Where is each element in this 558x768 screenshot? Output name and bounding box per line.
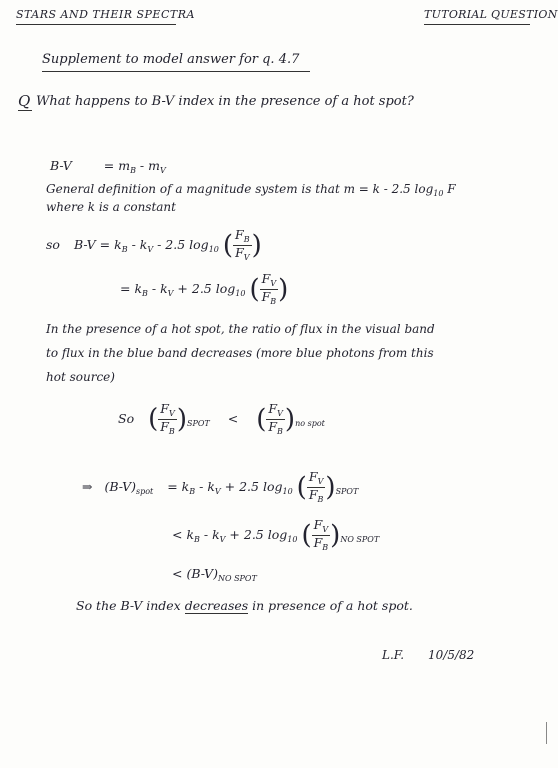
paragraph-line2: to flux in the blue band decreases (more blue photons from this — [46, 346, 434, 360]
signature: L.F. — [382, 648, 405, 662]
title-underline — [42, 71, 310, 72]
equation-1: so $B-V = k_B - k_V - 2.5$ $\log_{10}$ ( $\frac{F_B}{F_V}$ ) — [46, 227, 262, 262]
bv-definition: $B-V = m_B - m_V$ — [50, 158, 166, 175]
equation-2: = $k_B - k_V + 2.5$ $\log_{10}$ ( $\frac{F_V}{F_B}$ ) — [120, 271, 289, 306]
question-marker-underline — [18, 110, 32, 111]
equation-5: < $(B-V)_{NO SPOT}$ — [172, 566, 257, 583]
conclusion-decreases: decreases — [184, 598, 249, 613]
page-title: Supplement to model answer for q. 4.7 — [42, 52, 300, 67]
equation-4: < $k_B - k_V + 2.5$ $\log_{10}$ ( $\frac{F_V}{F_B}$ )$_{NO SPOT}$ — [172, 517, 380, 552]
question-text: What happens to B-V index in the presence of a hot spot? — [36, 94, 414, 109]
scan-edge-mark — [546, 722, 550, 744]
paragraph-line1: In the presence of a hot spot, the ratio of flux in the visual band — [46, 322, 435, 336]
general-definition-line2: where k is a constant — [46, 200, 176, 214]
equation-3: ⇒ $(B-V)_{spot} = k_B - k_V + 2.5$ $\log_{10}$ ( $\frac{F_V}{F_B}$ )$_{SPOT}$ — [82, 469, 359, 504]
conclusion: So the B-V index decreases in presence of a hot spot. — [76, 598, 413, 613]
inequality-ratio: So ( $\frac{F_V}{F_B}$ )$_{SPOT}$ < ( $\frac{F_V}{F_B}$ )$_{no spot}$ — [118, 401, 325, 436]
header-left-underline — [16, 24, 176, 25]
date: 10/5/82 — [428, 648, 475, 662]
header-right-underline — [424, 24, 530, 25]
question-marker: Q — [18, 92, 31, 110]
paragraph-line3: hot source) — [46, 370, 115, 384]
general-definition-line1: General definition of a magnitude system is that m = k - 2.5 $\log_{10} F$ — [46, 182, 456, 198]
header-left: STARS AND THEIR SPECTRA — [16, 8, 195, 21]
header-right: TUTORIAL QUESTION — [424, 8, 558, 21]
